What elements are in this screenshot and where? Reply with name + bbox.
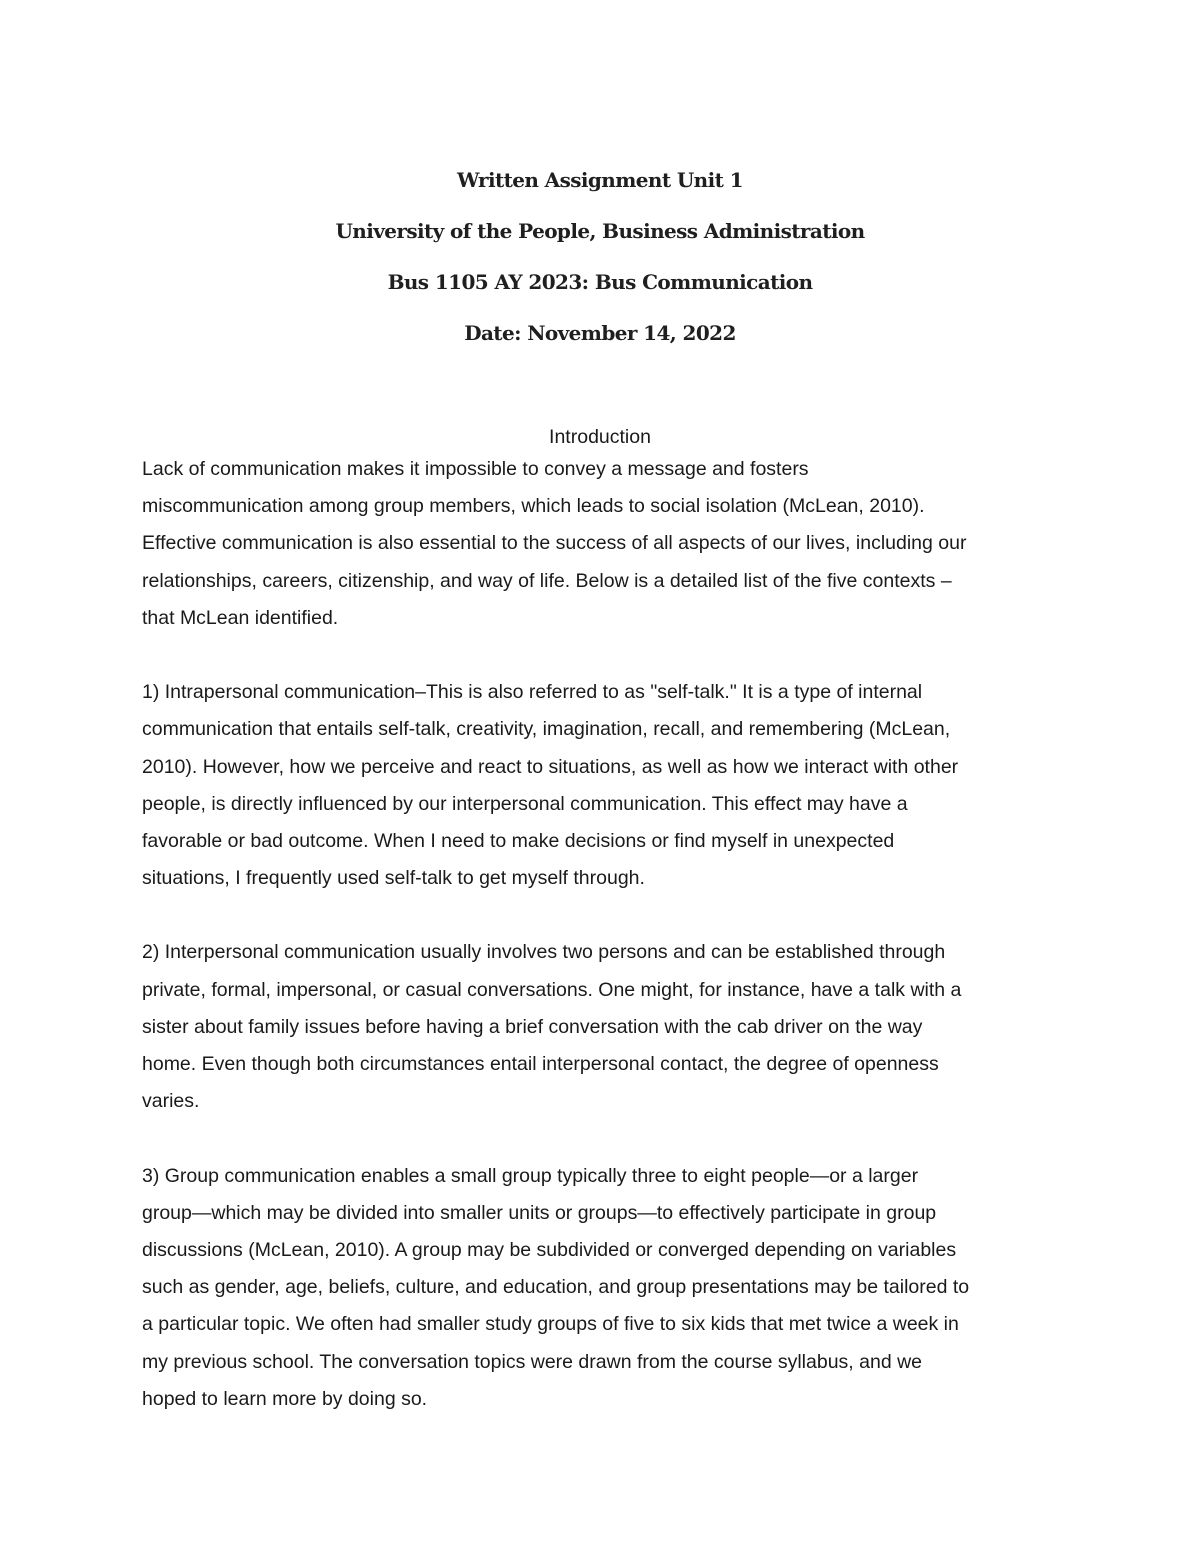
document-body bbox=[142, 451, 1062, 1455]
text-line: such as gender, age, beliefs, culture, and education, and group presentations may be tailored to bbox=[142, 1276, 970, 1299]
text-line: Effective communication is also essential to the success of all aspects of our lives, including our bbox=[142, 532, 967, 555]
text-line: varies. bbox=[142, 1090, 200, 1113]
date-line: Date: November 14, 2022 bbox=[464, 321, 736, 345]
text-line: sister about family issues before having a brief conversation with the cab driver on the way bbox=[142, 1015, 923, 1038]
text-line: my previous school. The conversation topics were drawn from the course syllabus, and we bbox=[142, 1350, 923, 1373]
text-line: people, is directly influenced by our interpersonal communication. This effect may have a bbox=[142, 792, 908, 815]
assignment-title: Written Assignment Unit 1 bbox=[457, 168, 743, 192]
text-line: hoped to learn more by doing so. bbox=[142, 1387, 428, 1410]
text-line: relationships, careers, citizenship, and way of life. Below is a detailed list of the five contexts – bbox=[142, 569, 952, 592]
text-line: home. Even though both circumstances entail interpersonal contact, the degree of openness bbox=[142, 1053, 939, 1075]
text-line: 2) Interpersonal communication usually involves two persons and can be established through bbox=[142, 941, 946, 964]
paragraph-intrapersonal bbox=[142, 674, 1062, 897]
text-line: private, formal, impersonal, or casual conversations. One might, for instance, have a talk with a bbox=[142, 978, 962, 1001]
text-line: that McLean identified. bbox=[142, 606, 339, 629]
text-line: 2010). However, how we perceive and react to situations, as well as how we interact with other bbox=[142, 755, 959, 778]
text-line: miscommunication among group members, which leads to social isolation (McLean, 2010). bbox=[142, 495, 925, 518]
text-line: a particular topic. We often had smaller study groups of five to six kids that met twice a week in bbox=[142, 1313, 959, 1336]
text-line: Lack of communication makes it impossible to convey a message and fosters bbox=[142, 458, 809, 480]
paragraph-group bbox=[142, 1158, 1062, 1418]
text-line: group—which may be divided into smaller units or groups—to effectively participate in group bbox=[142, 1201, 937, 1224]
paragraph-intro bbox=[142, 451, 1062, 637]
text-line: favorable or bad outcome. When I need to make decisions or find myself in unexpected bbox=[142, 829, 895, 852]
text-line: 1) Intrapersonal communication–This is also referred to as "self-talk." It is a type of internal bbox=[142, 681, 923, 704]
institution-line: University of the People, Business Administration bbox=[335, 219, 865, 243]
section-heading: Introduction bbox=[549, 426, 651, 448]
text-line: 3) Group communication enables a small group typically three to eight people—or a larger bbox=[142, 1164, 919, 1187]
text-line: discussions (McLean, 2010). A group may be subdivided or converged depending on variables bbox=[142, 1238, 957, 1261]
text-line: communication that entails self-talk, creativity, imagination, recall, and remembering (McLean, bbox=[142, 718, 951, 741]
course-line: Bus 1105 AY 2023: Bus Communication bbox=[387, 270, 813, 294]
paragraph-interpersonal bbox=[142, 934, 1062, 1120]
text-line: situations, I frequently used self-talk to get myself through. bbox=[142, 867, 645, 890]
title-block bbox=[0, 165, 1200, 369]
